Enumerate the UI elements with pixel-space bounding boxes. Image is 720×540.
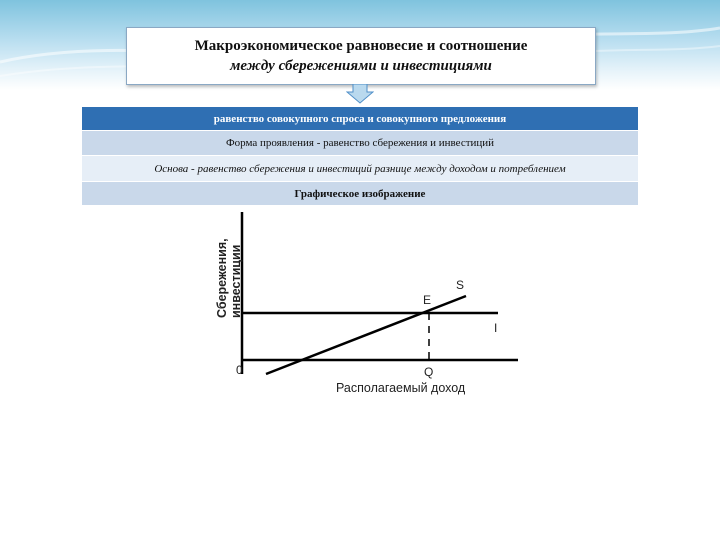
savings-label: S	[456, 278, 465, 292]
info-table	[82, 107, 638, 205]
title-line-1: Макроэкономическое равновесие и соотношение	[194, 38, 528, 54]
income-q-label: Q	[424, 365, 434, 379]
title-line-2: между сбережениями и инвестициями	[230, 58, 492, 74]
y-axis-label-2: инвестиции	[229, 244, 243, 318]
slide-title	[126, 27, 596, 85]
y-axis-label-1: Сбережения,	[215, 238, 229, 318]
savings-investment-graph	[196, 208, 526, 404]
table-row: Форма проявления - равенство сбережения и инвестиций	[82, 130, 638, 155]
origin-label: 0	[236, 363, 243, 377]
table-row: равенство совокупного спроса и совокупного предложения	[82, 107, 638, 130]
equilibrium-label: E	[423, 293, 432, 307]
table-row: Основа - равенство сбережения и инвестиций разнице между доходом и потреблением	[82, 155, 638, 181]
x-axis-label: Располагаемый доход	[336, 381, 466, 395]
down-arrow-icon	[346, 84, 374, 104]
investment-label: I	[494, 321, 498, 335]
table-row: Графическое изображение	[82, 181, 638, 205]
